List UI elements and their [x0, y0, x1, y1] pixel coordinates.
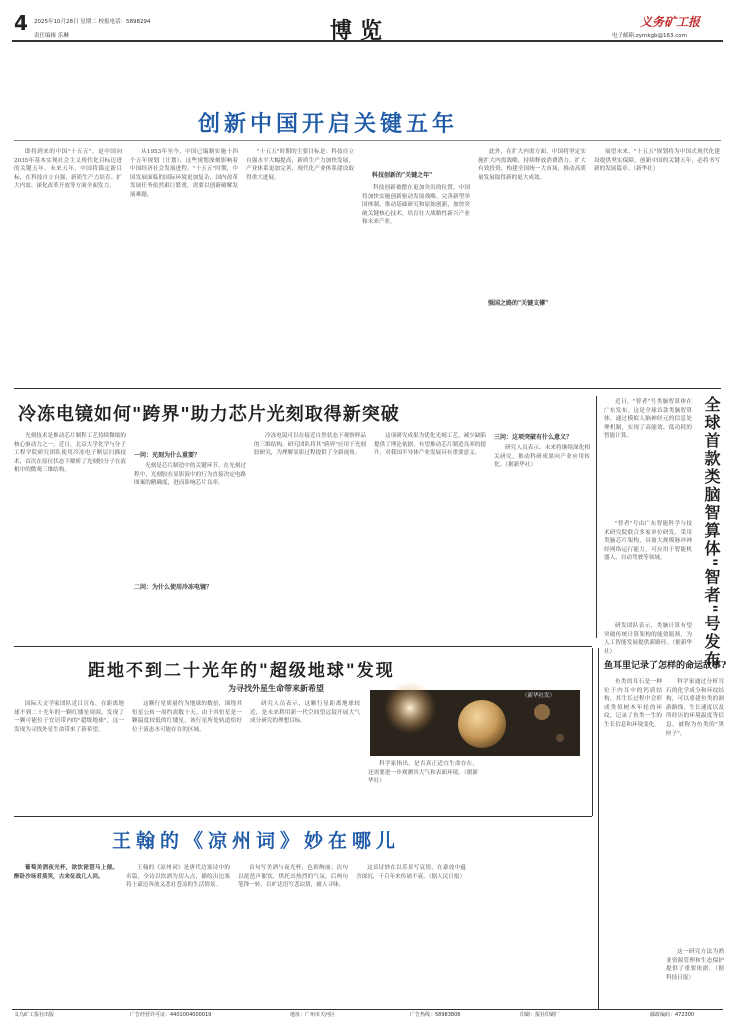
article-2-col-4: 这项研究成果为优化光刻工艺、减少缺陷提供了理论依据，有望推动芯片制造良率的提升，对我国半导体产业发展具有重要意义。	[374, 433, 486, 457]
footer-divider	[12, 1009, 723, 1010]
article-3-bottom-rule	[14, 816, 592, 817]
article-1-col-1: 即将到来的中国"十五五"，是中国向2035年基本实现社会主义现代化目标迈进的关键五年。未来五年，中国将锚定新目标，在科技自立自强、新质生产力培育、扩大内需、深化改革开放等方面全面发力。	[14, 149, 122, 190]
article-4-col-4: 这首诗妙在以乐景写哀情，在豪放中蕴含深沉，千百年来传诵不衰。（据人民日报）	[356, 865, 466, 880]
exoplanet-photo	[370, 690, 580, 756]
article-1-subhead-2: 强国之路的"关键支撑"	[488, 300, 549, 307]
article-2-title: 冷冻电镜如何"跨界"助力芯片光刻取得新突破	[18, 404, 400, 425]
article-2-col-1: 光刻技术是推动芯片制程工艺持续微缩的核心驱动力之一。近日，北京大学化学与分子工程学院研究团队使用冷冻电子断层扫描技术，首次在原位状态下解析了光刻胶分子在液相中的微观三维结构。	[14, 433, 126, 474]
article-2-col-2: 光刻是芯片制造中的关键环节。在光刻过程中，光刻胶在显影液中的行为直接决定电路图案的精确度，进而影响芯片良率。	[134, 463, 246, 487]
article-3-col-2: 这颗行星质量约为地球的数倍，围绕其恒星公转一周约需数十天。由于其恒星是一颗温度较低的红矮星，该行星所处轨道恰好位于液态水可能存在的区域。	[132, 701, 242, 733]
article-3-col-1: 国际天文学家团队近日宣布，在距离地球不到二十光年的一颗红矮星周围，发现了一颗可能位于宜居带内的"超级地球"，这一发现为寻找外星生命带来了新希望。	[14, 701, 124, 733]
article-4-right-rule	[598, 648, 599, 1010]
article-5-title: 全球首款类脑智算体"智者"号发布	[702, 396, 721, 669]
article-1-col-6: 展望未来，"十五五"规划将为中国式现代化建设提供坚实保障，创新中国的关键五年，必将书写新的发展篇章。（新华社）	[594, 149, 720, 173]
footer-segment-5: 印刷：报社印刷厂	[520, 1012, 561, 1018]
footer-segment-1: 义乌矿工报社出版	[14, 1012, 55, 1018]
article-5-col-1: 近日，"智者"号类脑智算体在广东发布。这是全球首款类脑智算体，通过模拟人脑神经元的信息处理机制，实现了高能效、低功耗的智能计算。	[604, 399, 692, 440]
article-1-col-5: 此外，在扩大内需方面，中国将坚定实施扩大内需战略，持续释放消费潜力，扩大有效投资，构建全国统一大市场，推动高质量发展取得新的更大成效。	[478, 149, 586, 181]
footer-segment-3: 地址：广州市天河区	[290, 1012, 336, 1018]
article-3-right-rule	[592, 648, 593, 816]
article-3-subtitle: 为寻找外星生命带来新希望	[228, 683, 324, 693]
article-2-col-5: 研究人员表示，未来将继续深化相关研究，推动科研成果向产业应用转化。（据新华社）	[494, 445, 590, 469]
article-2-col-3: 冷冻电镜可以在接近自然状态下观察样品的三维结构。研究团队将其"跨界"应用于光刻胶研究，为理解显影过程提供了全新视角。	[254, 433, 366, 457]
article-2-bottom-rule	[14, 646, 592, 647]
article-1-bottom-rule	[14, 388, 721, 389]
exoplanet-illustration-icon	[370, 690, 580, 756]
article-2-subhead-3: 三问：这项突破有什么意义？	[494, 434, 573, 441]
email-line: 电子邮箱:zymkgb@163.com	[612, 33, 688, 39]
footer-segment-2: 广告经营许可证：4401004000019	[130, 1012, 212, 1018]
article-2-right-rule	[596, 396, 597, 638]
article-4-col-1: 葡萄美酒夜光杯，欲饮琵琶马上催。醉卧沙场君莫笑，古来征战几人回。	[14, 865, 118, 880]
article-5-col-3: 研发团队表示，类脑计算有望突破传统计算架构的能效瓶颈，为人工智能发展提供新路径。（据新华社）	[604, 623, 692, 655]
article-1-col-3: "十五五"时期的主要目标是：科技自立自强水平大幅提高，新质生产力加快发展，产业体系更加完善，现代化产业体系建设取得重大进展。	[246, 149, 354, 181]
article-1-title-rule	[14, 140, 721, 141]
article-6-title: 鱼耳里记录了怎样的命运故事?	[604, 661, 727, 671]
article-4-col-3: 首句写美酒与夜光杯，色彩绚丽；次句以琵琶声催饮，烘托出热烈的气氛。后两句笔锋一转，以旷达语写悲凉情，耐人寻味。	[238, 865, 348, 889]
editor-line: 责任编辑 乐琳	[34, 33, 69, 39]
article-1-col-2: 从1953年至今，中国已编制实施十四个五年规划（计划），这些规划深刻影响着中国经济社会发展进程。"十五五"时期，中国发展面临的国际环境更加复杂，国内改革发展任务依然艰巨繁重，需要以创新破解发展难题。	[130, 149, 238, 198]
article-1-subhead-1: 科技创新的"关键之年"	[372, 172, 433, 179]
article-1-title: 创新中国开启关键五年	[198, 111, 459, 137]
header-divider	[12, 40, 723, 42]
article-1-col-4: 科技创新被摆在更加突出的位置。中国将加快实施创新驱动发展战略，完善新型举国体制，推动基础研究和原始创新，加快突破关键核心技术，培育壮大战略性新兴产业和未来产业。	[362, 185, 470, 226]
article-3-col-4: 科学家指出，是否真正适宜生命存在，还需要进一步观测其大气和表面环境。（据新华社）	[368, 761, 478, 785]
article-6-col-2: 科学家通过分析耳石的化学成分和环纹结构，可以重建鱼类的洄游路线、生长速度以及所经历的环境温度等信息，被称为鱼类的"黑匣子"。	[666, 679, 724, 737]
section-title: 博览	[330, 18, 391, 44]
newspaper-logo: 义务矿工报	[640, 15, 701, 29]
footer-segment-6: 邮政编码：472300	[650, 1012, 695, 1018]
article-4-col-2: 王翰的《凉州词》是唐代边塞诗中的名篇，全诗以饮酒为切入点，描绘出边塞将士豪迈奔放又悲壮苍凉的生活情景。	[126, 865, 230, 889]
footer-segment-4: 广告热线：58983808	[410, 1012, 461, 1018]
exoplanet-photo-caption: （新华社发）	[522, 693, 556, 699]
article-6-col-1: 鱼类的耳石是一种位于内耳中的钙质结构，其生长过程中会形成类似树木年轮的环纹，记录了鱼类一生的生长信息和环境变化。	[604, 679, 662, 728]
article-2-subhead-2: 二问：为什么使用冷冻电镜？	[134, 584, 213, 591]
article-2-subhead-1: 一问：光刻为什么重要？	[134, 452, 201, 459]
date-line: 2025年10月28日 星期二 校报电话：5898294	[34, 19, 151, 25]
article-3-title: 距地不到二十光年的"超级地球"发现	[88, 661, 395, 681]
article-4-title: 王翰的《凉州词》妙在哪儿	[112, 830, 401, 852]
page-number: 4	[14, 11, 28, 35]
article-6-col-3: 这一研究方法为渔业资源管理和生态保护提供了重要依据。（据科技日报）	[666, 949, 724, 981]
article-5-col-2: "智者"号由广东智能科学与技术研究院联合多家单位研发，采用类脑芯片架构，具备大规模脉冲神经网络运行能力，可应用于智能机器人、自动驾驶等领域。	[604, 521, 692, 562]
article-3-col-3: 研究人员表示，这颗行星距离地球较近，是未来利用新一代空间望远镜开展大气成分研究的理想目标。	[250, 701, 360, 725]
